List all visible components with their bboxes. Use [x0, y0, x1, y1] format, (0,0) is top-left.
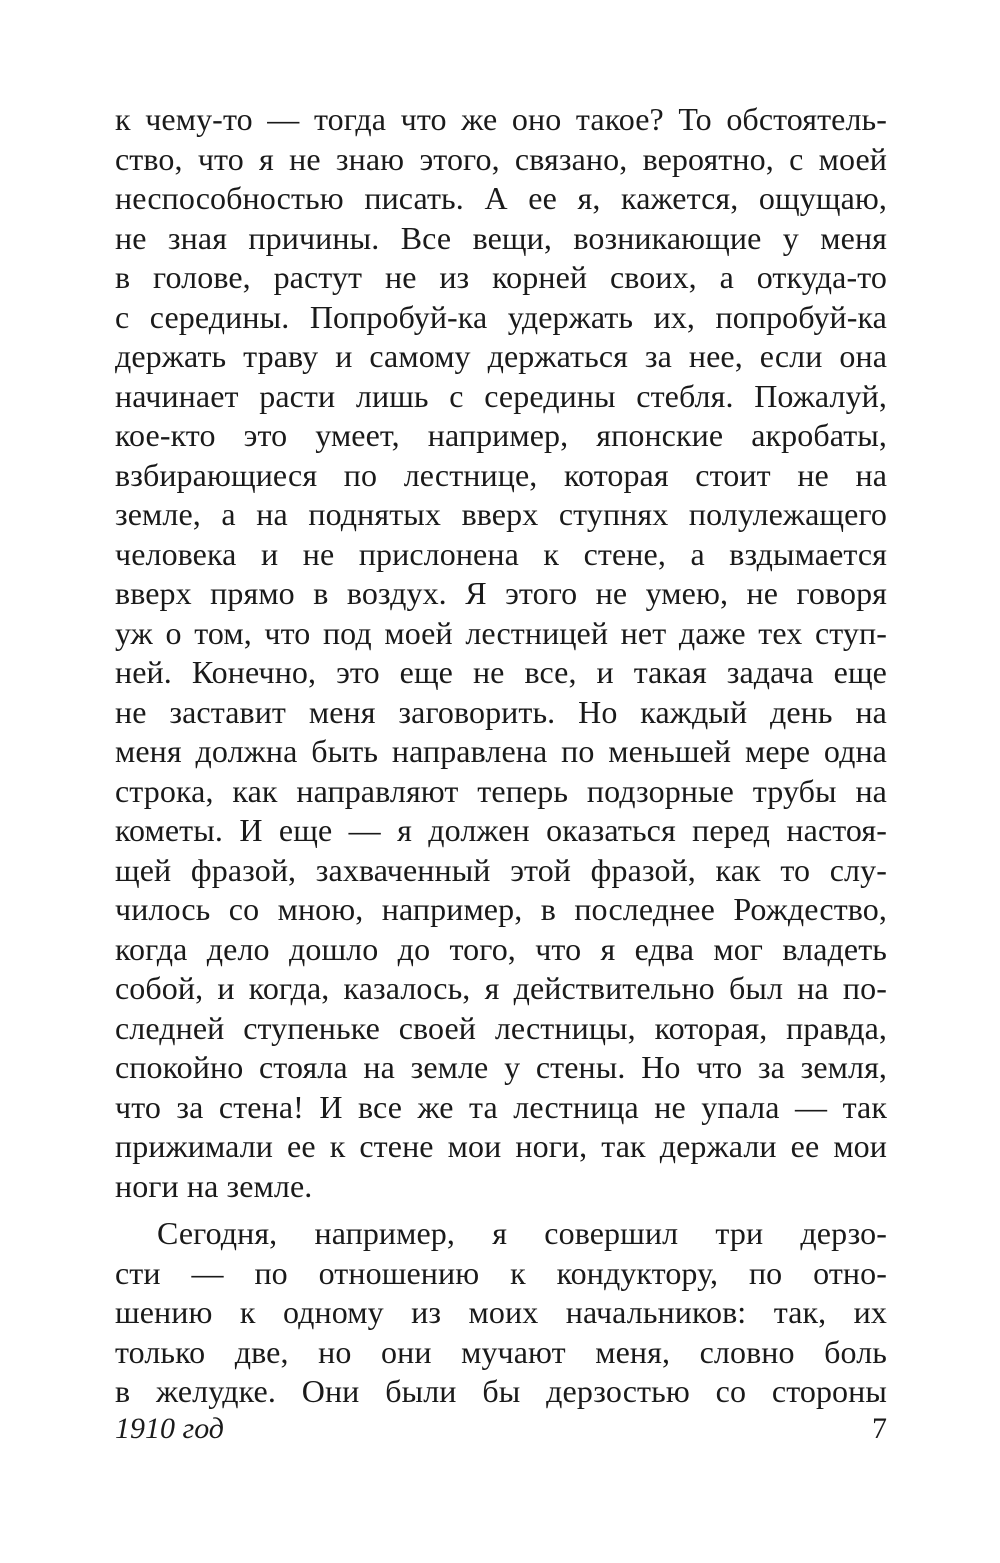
text-line: Сегодня, например, я совершил три дерзо-	[157, 1215, 887, 1251]
text-line: взбирающиеся по лестнице, которая стоит не на	[115, 456, 887, 493]
paragraph-gap	[115, 1206, 887, 1214]
text-line: только две, но они мучают меня, словно боль	[115, 1333, 887, 1370]
text-line: в голове, растут не из корней своих, а откуда-то	[115, 259, 887, 295]
text-line: следней ступеньке своей лестницы, которая, правда,	[115, 1009, 887, 1046]
paragraph-1	[115, 100, 887, 1206]
text-line: человека и не прислонена к стене, а вздымается	[115, 535, 887, 572]
text-line: чилось со мною, например, в последнее Рождество,	[115, 891, 887, 927]
text-line: начинает расти лишь с середины стебля. Пожалуй,	[115, 377, 887, 414]
text-line: не зная причины. Все вещи, возникающие у меня	[115, 219, 887, 256]
text-line: кое-кто это умеет, например, японские акробаты,	[115, 417, 887, 453]
body-text	[115, 100, 887, 1412]
text-line: кометы. И еще — я должен оказаться перед настоя-	[115, 812, 887, 848]
text-line: в желудке. Они были бы дерзостью со стороны	[115, 1373, 887, 1409]
running-head: 1910 год	[115, 1412, 224, 1445]
text-line: ней. Конечно, это еще не все, и такая задача еще	[115, 654, 887, 690]
text-line: меня должна быть направлена по меньшей мере одна	[115, 733, 887, 769]
text-line: спокойно стояла на земле у стены. Но что за земля,	[115, 1049, 887, 1085]
text-line: щей фразой, захваченный этой фразой, как то слу-	[115, 851, 887, 888]
text-line: с середины. Попробуй-ка удержать их, попробуй-ка	[115, 298, 887, 335]
text-line: когда дело дошло до того, что я едва мог владеть	[115, 930, 887, 967]
text-line: ноги на земле.	[115, 1167, 313, 1204]
text-line: земле, а на поднятых вверх ступнях полулежащего	[115, 496, 887, 532]
text-line: держать траву и самому держаться за нее, если она	[115, 338, 887, 374]
page-footer	[115, 1412, 887, 1452]
text-line: прижимали ее к стене мои ноги, так держали ее мои	[115, 1128, 887, 1164]
text-line: собой, и когда, казалось, я действительно был на по-	[115, 970, 887, 1006]
text-line: ство, что я не знаю этого, связано, вероятно, с моей	[115, 140, 887, 177]
text-line: уж о том, что под моей лестницей нет даже тех ступ-	[115, 614, 887, 651]
text-line: вверх прямо в воздух. Я этого не умею, не говоря	[115, 575, 887, 611]
text-line: шению к одному из моих начальников: так, их	[115, 1294, 887, 1330]
page-number: 7	[872, 1412, 887, 1445]
text-line: сти — по отношению к кондуктору, по отно-	[115, 1254, 887, 1291]
text-line: не заставит меня заговорить. Но каждый день на	[115, 693, 887, 730]
text-line: неспособностью писать. А ее я, кажется, ощущаю,	[115, 180, 887, 216]
paragraph-2	[115, 1214, 887, 1412]
text-line: строка, как направляют теперь подзорные трубы на	[115, 772, 887, 809]
text-line: к чему-то — тогда что же оно такое? То обстоятель-	[115, 101, 887, 137]
text-line: что за стена! И все же та лестница не упала — так	[115, 1088, 887, 1125]
